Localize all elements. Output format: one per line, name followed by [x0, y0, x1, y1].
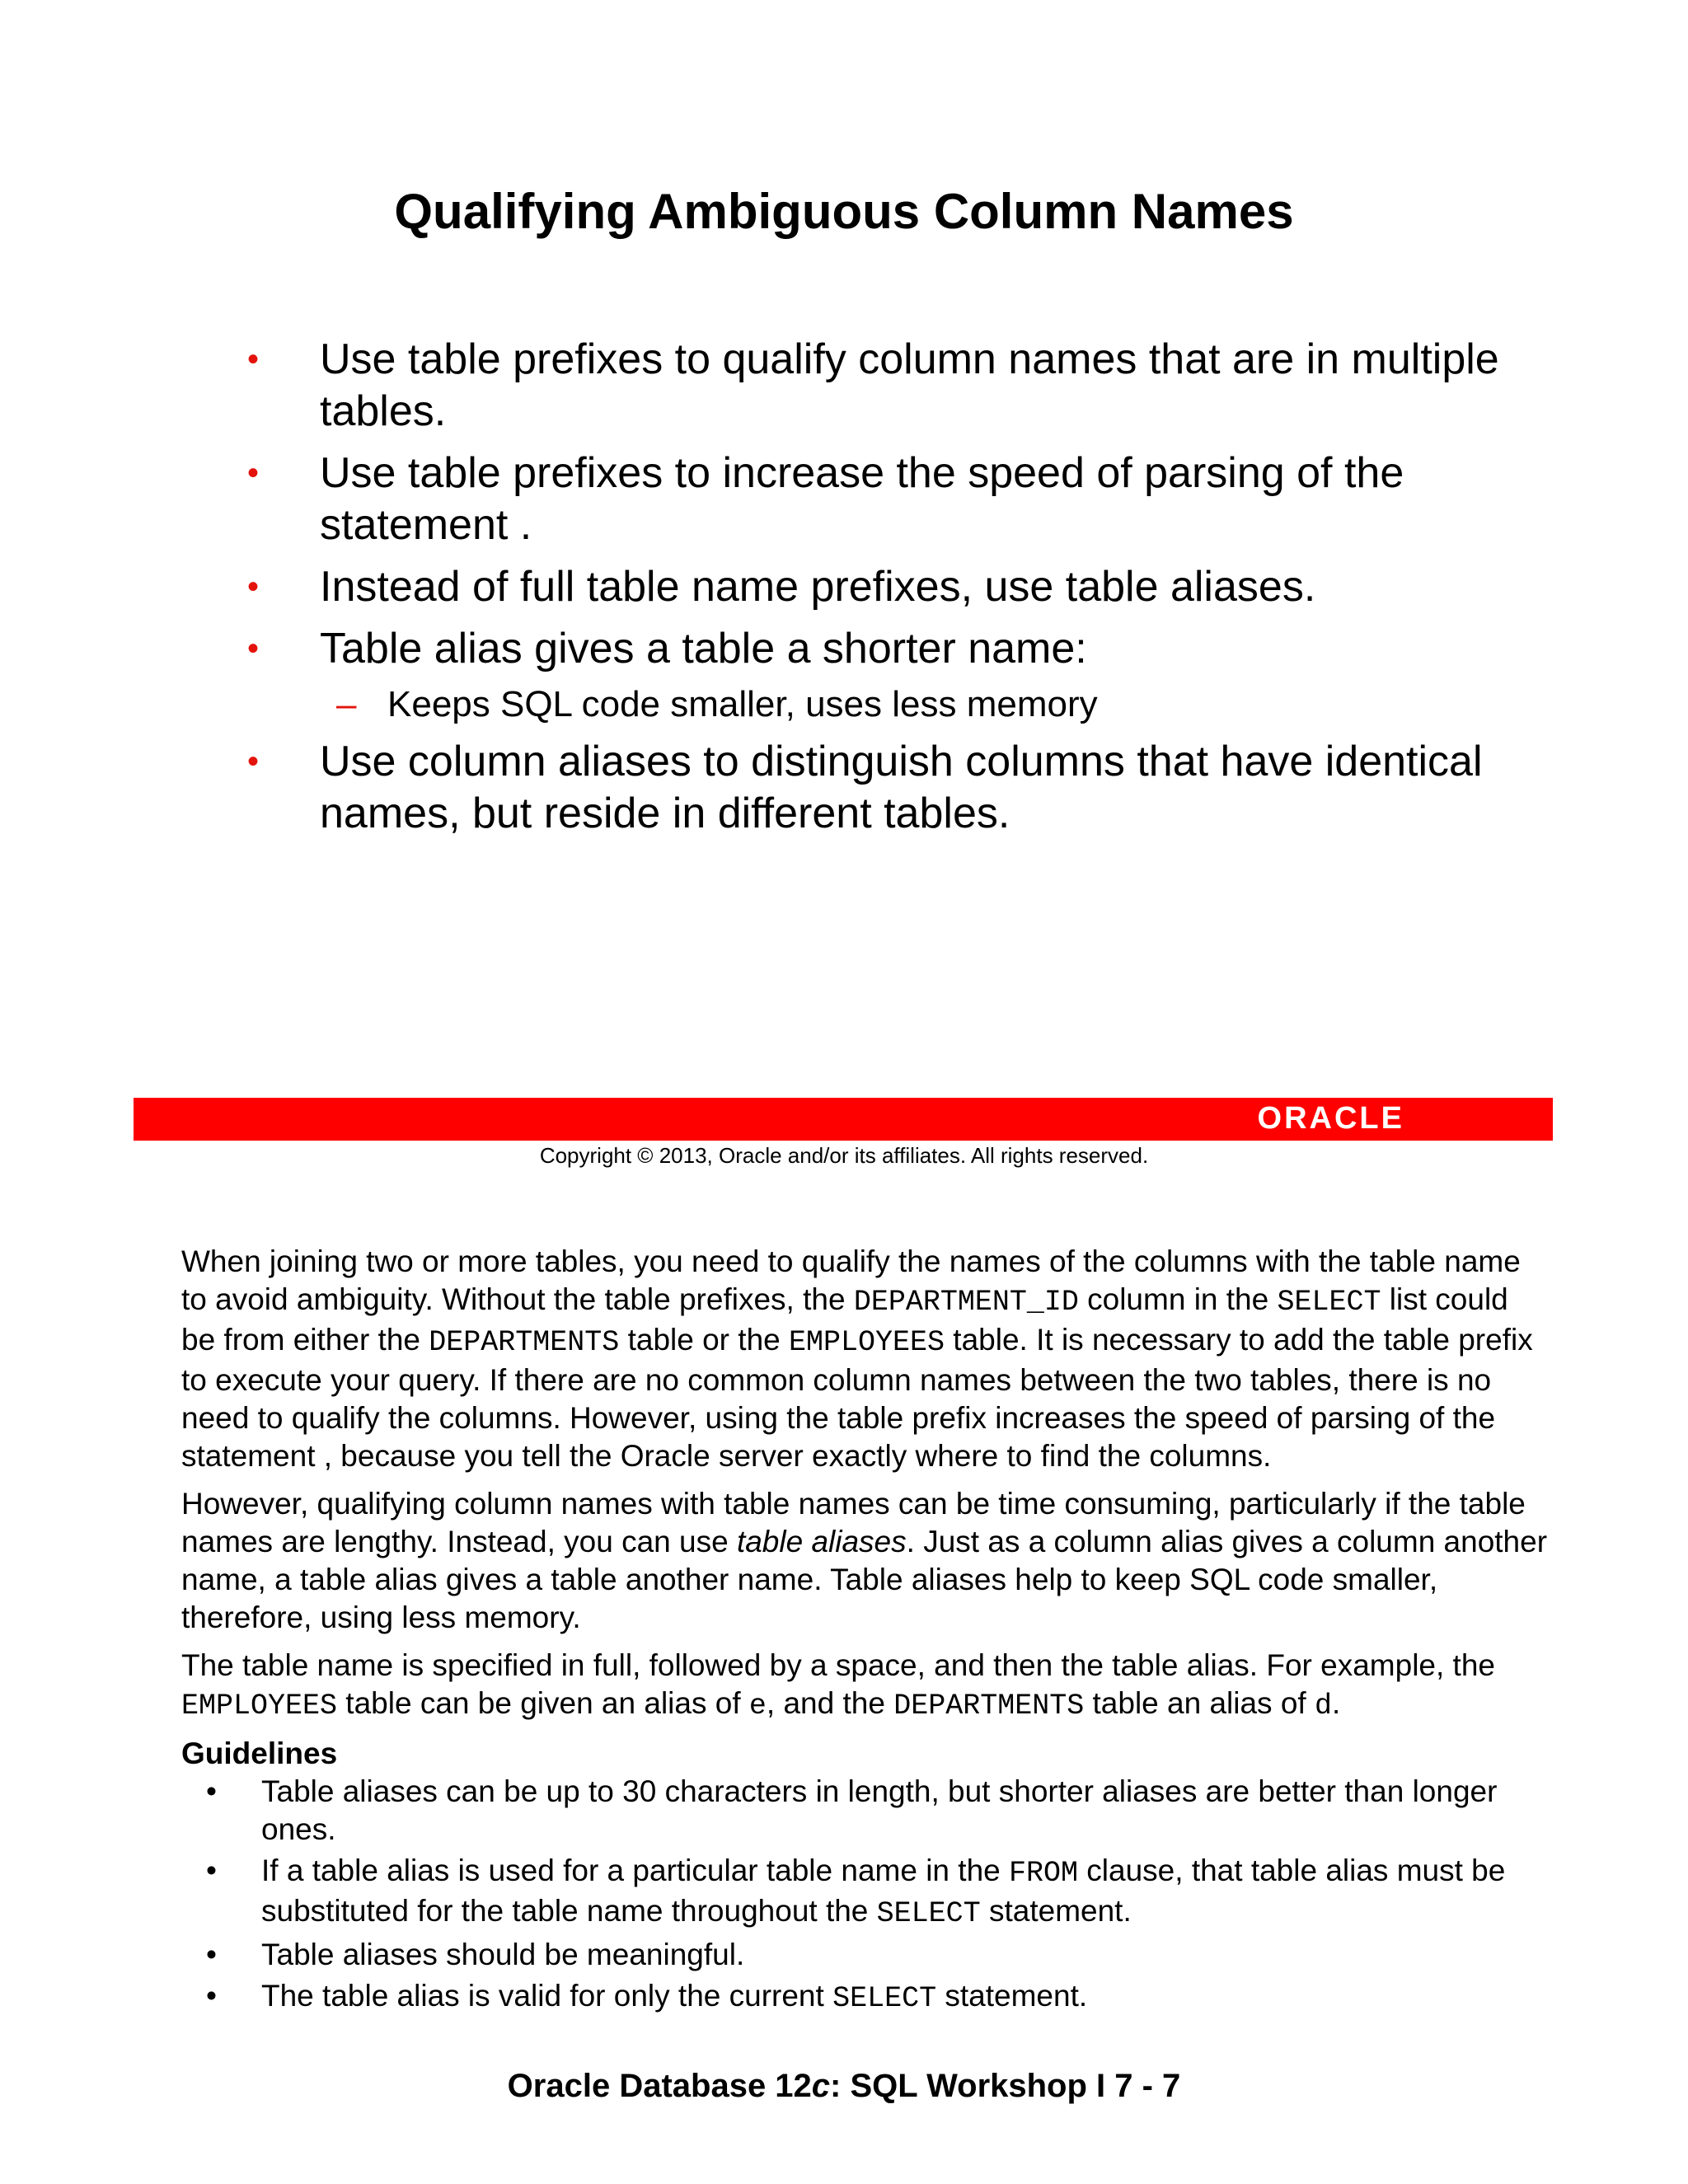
- slide-bullet: [247, 561, 1525, 613]
- bullet-icon: •: [206, 1979, 217, 2013]
- text: table or the: [619, 1323, 789, 1357]
- code-text: SELECT: [1277, 1286, 1381, 1319]
- code-text: d: [1314, 1690, 1332, 1722]
- text: statement.: [936, 1979, 1088, 2013]
- code-text: e: [748, 1690, 767, 1722]
- code-text: FROM: [1009, 1857, 1079, 1890]
- footer-italic: c: [811, 2068, 831, 2104]
- footer-text: : SQL Workshop I 7 - 7: [830, 2068, 1181, 2104]
- text: clause, that table alias must be substituted for the table name throughout the: [261, 1854, 1506, 1928]
- copyright-notice: Copyright © 2013, Oracle and/or its affiliates. All rights reserved.: [539, 1143, 1149, 1168]
- text: The table name is specified in full, followed by a space, and then the table alias. For example, the: [181, 1648, 1495, 1682]
- bullet-icon: •: [206, 1854, 217, 1887]
- slide-bullet: [247, 736, 1525, 840]
- code-text: EMPLOYEES: [181, 1690, 338, 1722]
- slide-bullet: [247, 623, 1525, 675]
- instructor-notes: [181, 1243, 1550, 2021]
- text: . Just as a column alias gives a column another name, a table alias gives a table another name. Table aliases help to keep SQL code smaller, therefore, using less memory.: [181, 1525, 1548, 1634]
- code-text: EMPLOYEES: [789, 1326, 945, 1359]
- text: column in the: [1078, 1282, 1278, 1316]
- slide-title: Qualifying Ambiguous Column Names: [394, 184, 1294, 239]
- text: The table alias is valid for only the current: [261, 1979, 833, 2013]
- notes-paragraph: [181, 1647, 1550, 1725]
- bullet-text: Use column aliases to distinguish columns that have identical names, but reside in different tables.: [320, 738, 1483, 837]
- notes-paragraph: [181, 1485, 1550, 1637]
- code-text: DEPARTMENT_ID: [853, 1286, 1079, 1319]
- text: Table aliases should be meaningful.: [261, 1938, 745, 1971]
- slide-bullet-list: [247, 334, 1525, 850]
- slide-bullet: [247, 334, 1525, 438]
- guidelines-list: [181, 1773, 1550, 2018]
- bullet-text: Use table prefixes to increase the speed of parsing of the statement .: [320, 449, 1404, 549]
- notes-paragraph: [181, 1243, 1550, 1475]
- text: statement.: [980, 1894, 1132, 1928]
- text: table can be given an alias of: [337, 1686, 749, 1720]
- oracle-banner: [134, 1098, 1553, 1141]
- dash-icon: –: [336, 684, 357, 724]
- bullet-icon: •: [247, 630, 260, 667]
- text: list could be from either the: [181, 1282, 1508, 1357]
- guideline-item: [181, 1773, 1550, 1849]
- text: If a table alias is used for a particular table name in the: [261, 1854, 1010, 1887]
- text: , and the: [766, 1686, 894, 1720]
- text: .: [1332, 1686, 1341, 1720]
- bullet-text: Instead of full table name prefixes, use table aliases.: [320, 563, 1316, 611]
- text: However, qualifying column names with table names can be time consuming, particularly if the table names are lengthy. Instead, you can use: [181, 1487, 1526, 1558]
- bullet-icon: •: [247, 569, 260, 605]
- slide-sub-bullet: [247, 680, 1525, 729]
- page-footer: [0, 2068, 1688, 2105]
- code-text: DEPARTMENTS: [893, 1690, 1085, 1722]
- text: table an alias of: [1084, 1686, 1315, 1720]
- bullet-icon: •: [247, 743, 260, 780]
- code-text: SELECT: [832, 1982, 937, 2015]
- text: When joining two or more tables, you need to qualify the names of the columns with the table name to avoid ambiguity. Without the table prefixes, the: [181, 1244, 1521, 1316]
- code-text: SELECT: [876, 1897, 981, 1930]
- guideline-item: [181, 1852, 1550, 1933]
- text: Table aliases can be up to 30 characters in length, but shorter aliases are better than longer ones.: [261, 1774, 1498, 1846]
- guideline-item: [181, 1977, 1550, 2018]
- text: table. It is necessary to add the table prefix to execute your query. If there are no common column names between the two tables, there is no need to qualify the columns. However, using the table prefix increases the speed of parsing of the statement , because you tell the Oracle server exactly where to find the columns.: [181, 1323, 1533, 1473]
- bullet-text: Use table prefixes to qualify column names that are in multiple tables.: [320, 335, 1499, 435]
- slide-bullet: [247, 448, 1525, 551]
- guideline-item: [181, 1936, 1550, 1974]
- oracle-logo: ORACLE: [1257, 1101, 1404, 1136]
- footer-text: Oracle Database 12: [507, 2068, 812, 2104]
- bullet-icon: •: [247, 341, 260, 377]
- bullet-icon: •: [247, 455, 260, 491]
- bullet-icon: •: [206, 1938, 217, 1971]
- guidelines-heading: Guidelines: [181, 1736, 338, 1770]
- emphasis-text: table aliases: [736, 1525, 907, 1558]
- code-text: DEPARTMENTS: [429, 1326, 620, 1359]
- bullet-text: Table alias gives a table a shorter name:: [320, 625, 1087, 673]
- bullet-icon: •: [206, 1774, 217, 1808]
- sub-bullet-text: Keeps SQL code smaller, uses less memory: [387, 684, 1098, 724]
